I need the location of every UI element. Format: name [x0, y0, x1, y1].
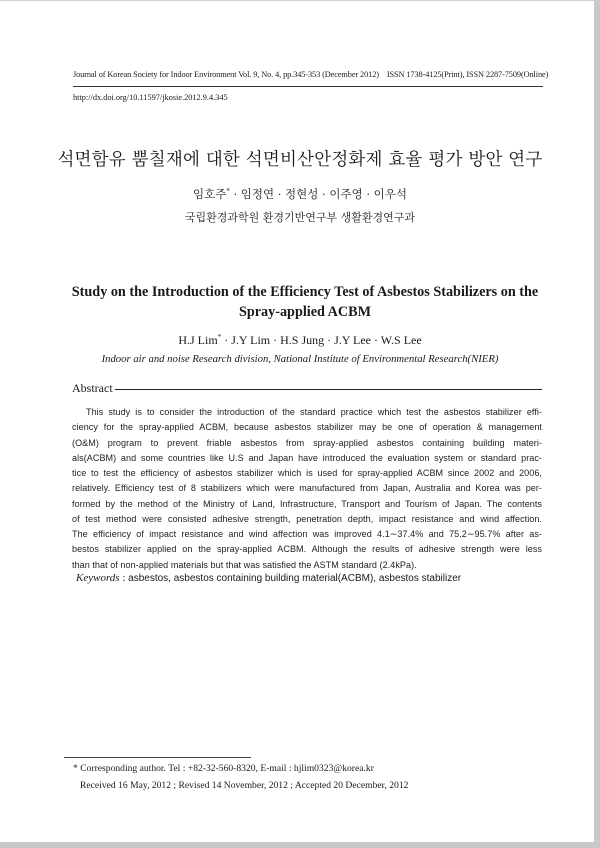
korean-other-authors: · 임정연 · 정현성 · 이주영 · 이우석	[229, 187, 407, 201]
corresponding-mark-en: *	[217, 333, 222, 341]
english-title-line1: Study on the Introduction of the Efficiency Test of Asbestos Stabilizers on the	[71, 284, 539, 300]
english-other-authors: · J.Y Lim · H.S Jung · J.Y Lee · W.S Lee	[221, 333, 422, 347]
abstract-line: The efficiency of impact resistance and wind affection was improved 4.1∼37.4% and 75.2∼95.7% after as-	[72, 529, 542, 539]
abstract-line: formed by the method of the Ministry of Land, Infrastructure, Transport and Tourism of Japan. The contents	[72, 498, 542, 509]
abstract-line: than that of non-applied materials but that was satisfied the ASTM standard (2.4kPa).	[72, 559, 417, 570]
english-affiliation: Indoor air and noise Research division, National Institute of Environmental Research(NIER)	[101, 353, 499, 365]
abstract-line: (O&M) program to prevent friable asbestos from spray-applied asbestos containing building materi-	[72, 437, 542, 448]
header-rule	[73, 86, 543, 87]
abstract-rule	[115, 389, 542, 390]
english-title-line2: Spray-applied ACBM	[238, 304, 372, 320]
received-dates: Received 16 May, 2012 ; Revised 14 November, 2012 ; Accepted 20 December, 2012	[80, 780, 409, 791]
abstract-line: tice to test the efficiency of asbestos stabilizer which is used for spray-applied ACBM since 2002 and 2006,	[72, 468, 542, 478]
journal-header	[73, 70, 549, 79]
korean-title: 석면함유 뿜칠재에 대한 석면비산안정화제 효율 평가 방안 연구	[57, 150, 543, 170]
korean-authors	[0, 186, 600, 202]
english-authors	[0, 333, 600, 348]
keywords-label: Keywords	[76, 572, 120, 584]
keywords-separator: :	[119, 572, 129, 584]
corresponding-author-note: * Corresponding author. Tel : +82-32-560-8320, E-mail : hjlim0323@korea.kr	[73, 763, 374, 774]
abstract-line: als(ACBM) and some countries like U.S and Japan have introduced the evaluation system or standard prac-	[72, 452, 542, 463]
keywords	[76, 572, 546, 584]
abstract-body	[72, 405, 542, 573]
doi-link[interactable]: http://dx.doi.org/10.11597/jkosie.2012.9.4.345	[73, 93, 228, 102]
journal-issn: ISSN 1738-4125(Print), ISSN 2287-7509(Online)	[386, 70, 549, 79]
korean-first-author: 임호주	[193, 187, 227, 201]
journal-citation: Journal of Korean Society for Indoor Environment Vol. 9, No. 4, pp.345-353 (December 2012)	[73, 70, 379, 79]
abstract-line: relatively. Efficiency test of 8 stabilizers which were manufactured from Japan, Australia and Korea was per-	[72, 483, 542, 494]
abstract-line: bestos stabilizer applied on the spray-applied ACBM. Although the results of adhesive strength were less	[72, 544, 542, 555]
abstract-line: ciency for the spray-applied ACBM, because asbestos stabilizer may be one of operation & management	[72, 422, 542, 433]
abstract-line: of test method were consisted adhesive strength, penetration depth, impact resistance and wind affection.	[72, 513, 542, 524]
footnote-rule	[64, 757, 251, 758]
english-title	[70, 282, 540, 322]
abstract-line: This study is to consider the introduction of the standard practice which test the asbestos stabilizer effi-	[86, 407, 542, 417]
english-first-author: H.J Lim	[178, 333, 218, 347]
keywords-values: asbestos, asbestos containing building material(ACBM), asbestos stabilizer	[128, 573, 462, 584]
abstract-heading	[72, 381, 542, 395]
korean-affiliation: 국립환경과학원 환경기반연구부 생활환경연구과	[184, 211, 416, 224]
abstract-label: Abstract	[72, 380, 113, 395]
corresponding-mark: *	[226, 187, 230, 196]
